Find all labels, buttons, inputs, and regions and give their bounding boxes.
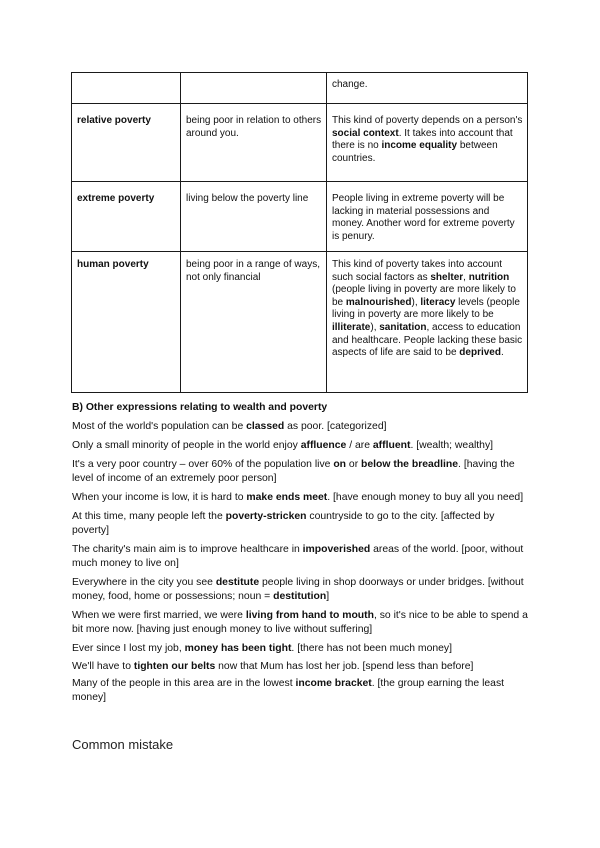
note-cell: change. <box>327 73 528 104</box>
example-sentence: We'll have to tighten our belts now that Mum has lost her job. [spend less than before] <box>72 660 474 672</box>
key-term: illiterate <box>332 321 371 333</box>
key-term: classed <box>246 421 285 432</box>
common-mistake-heading: Common mistake <box>72 737 174 752</box>
key-term: shelter <box>430 271 464 283</box>
example-sentence: At this time, many people left the poverty-stricken countryside to go to the city. [affected by poverty] <box>72 511 495 536</box>
poverty-vocabulary-table <box>71 72 528 393</box>
example-sentence: The charity's main aim is to improve healthcare in impoverished areas of the world. [poor, without much money to live on] <box>72 544 524 569</box>
key-term: income bracket <box>295 678 372 689</box>
note-cell: This kind of poverty depends on a person's social context. It takes into account that there is no income equality between countries. <box>327 104 528 182</box>
key-term: affluence <box>300 440 347 451</box>
note-cell: People living in extreme poverty will be lacking in material possessions and money. Another word for extreme poverty is penury. <box>327 182 528 252</box>
meaning-cell: living below the poverty line <box>181 182 327 252</box>
example-sentence: When we were first married, we were living from hand to mouth, so it's nice to be able to spend a bit more now. [having just enough money to live without suffering] <box>72 610 528 635</box>
key-term: destitution <box>273 591 327 602</box>
key-term: sanitation <box>379 321 427 333</box>
note-cell: This kind of poverty takes into account such social factors as shelter, nutrition (people living in poverty are more likely to be malnourished), literacy levels (people living in poverty are more likely to be illiterate), sanitation, access to education and healthcare. People lacking these basic aspects of life are said to be deprived. <box>327 252 528 393</box>
key-term: malnourished <box>345 296 412 308</box>
key-term: below the breadline <box>361 459 459 470</box>
key-term: income equality <box>381 140 458 152</box>
example-sentence: Ever since I lost my job, money has been tight. [there has not been much money] <box>72 643 452 654</box>
key-term: tighten our belts <box>133 660 216 672</box>
meaning-cell: being poor in a range of ways, not only financial <box>181 252 327 393</box>
key-term: poverty-stricken <box>225 511 307 522</box>
key-term: living from hand to mouth <box>245 610 374 621</box>
section-b <box>72 401 528 710</box>
key-term: deprived <box>459 347 501 359</box>
example-sentence: Only a small minority of people in the world enjoy affluence / are affluent. [wealth; wealthy] <box>72 440 494 451</box>
example-sentence: Everywhere in the city you see destitute people living in shop doorways or under bridges. [without money, food, home or possessions; noun = destitution] <box>72 577 524 602</box>
key-term: money has been tight <box>184 643 292 654</box>
key-term: social context <box>332 127 399 139</box>
key-term: make ends meet <box>246 492 328 503</box>
key-term: nutrition <box>468 271 510 283</box>
table-row <box>72 104 528 182</box>
example-sentence: It's a very poor country – over 60% of the population live on or below the breadline. [having the level of income of an extremely poor person] <box>72 459 515 484</box>
term-cell: relative poverty <box>72 104 181 182</box>
meaning-cell <box>181 73 327 104</box>
table-row <box>72 182 528 252</box>
example-sentence: When your income is low, it is hard to make ends meet. [have enough money to buy all you need] <box>72 492 524 503</box>
table-row <box>72 73 528 104</box>
meaning-cell: being poor in relation to others around you. <box>181 104 327 182</box>
table-row <box>72 252 528 393</box>
section-heading: B) Other expressions relating to wealth and poverty <box>72 402 328 413</box>
key-term: impoverished <box>302 544 371 555</box>
example-sentence: Most of the world's population can be classed as poor. [categorized] <box>72 421 387 432</box>
term-cell <box>72 73 181 104</box>
key-term: destitute <box>215 577 260 588</box>
key-term: affluent <box>372 440 411 451</box>
term-cell: human poverty <box>72 252 181 393</box>
key-term: literacy <box>420 296 456 308</box>
key-term: on <box>333 459 347 470</box>
term-cell: extreme poverty <box>72 182 181 252</box>
example-sentence: Many of the people in this area are in the lowest income bracket. [the group earning the least money] <box>72 678 505 703</box>
